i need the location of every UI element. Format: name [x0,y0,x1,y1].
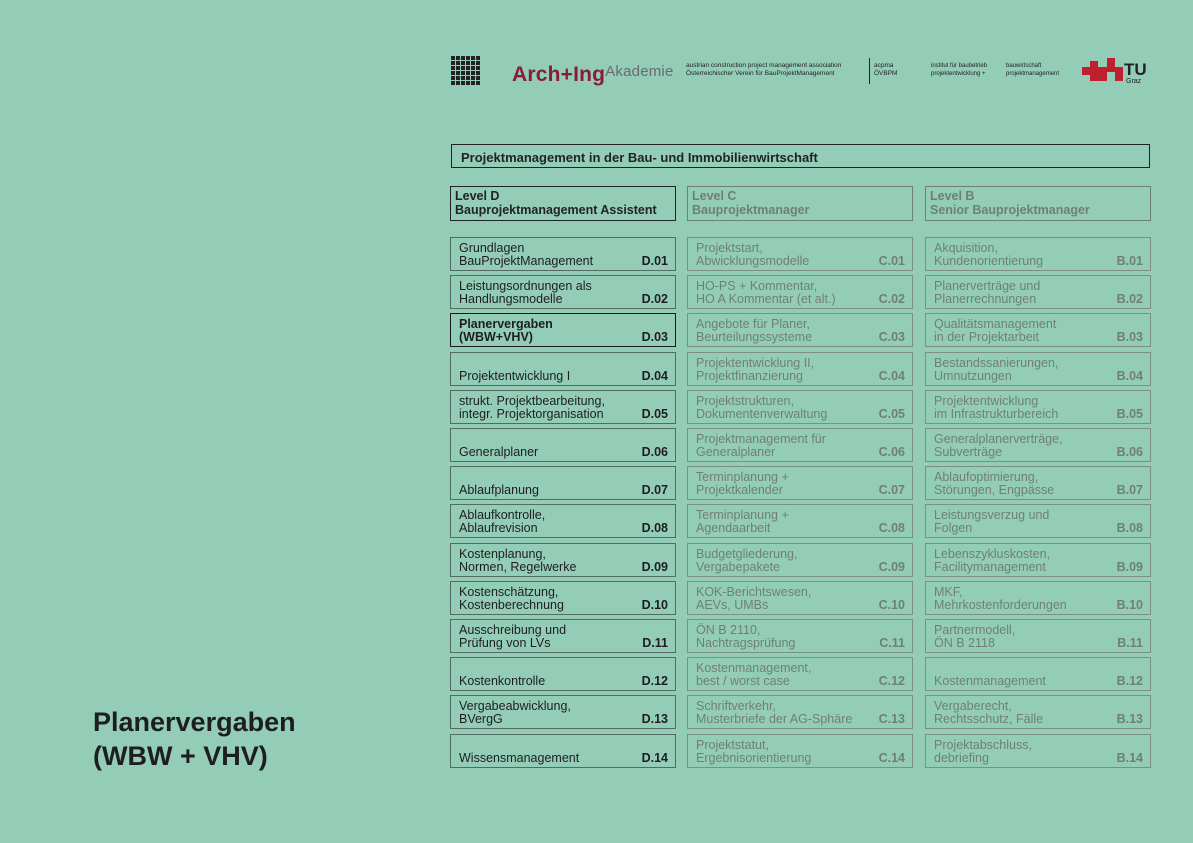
course-cell-b-02 [925,275,1151,309]
level-b-name: Senior Bauprojektmanager [930,203,1090,217]
course-cell-c-13 [687,695,913,729]
course-cell-c-14 [687,734,913,768]
course-title [696,242,809,268]
institute-line-1: institut für baubetrieb [931,63,988,69]
course-title-line-1: Generalplanerverträge, [934,432,1063,446]
course-cell-d-13 [450,695,676,729]
course-title-line-1: Ausschreibung und [459,623,567,637]
course-title [459,586,564,612]
course-code: D.04 [641,369,668,383]
course-title-line-2: Ablaufrevision [459,521,538,535]
course-code: B.02 [1116,292,1143,306]
course-title-line-1: Terminplanung + [696,470,789,484]
course-title-line-1: Schriftverkehr, [696,699,776,713]
course-code: B.13 [1116,712,1143,726]
course-cell-d-06 [450,428,676,462]
course-cell-d-04 [450,352,676,386]
course-title [459,548,576,574]
course-code: C.12 [878,674,905,688]
arching-akademie-logo [512,63,674,87]
level-c-name: Bauprojektmanager [692,203,810,217]
course-title-line-2: Projektentwicklung I [459,369,571,383]
course-title-line-1: Bestandssanierungen, [934,356,1059,370]
course-title-line-1: Projektabschluss, [934,738,1032,752]
course-title-line-2: Folgen [934,521,973,535]
course-title-line-1: Kostenmanagement, [696,661,812,675]
level-c-label: Level C [692,189,737,203]
course-title-line-1: Projektentwicklung [934,394,1039,408]
course-title [696,739,811,765]
course-code: D.02 [641,292,668,306]
course-title-line-1: ÖN B 2110, [696,623,761,637]
course-code: D.01 [641,254,668,268]
course-cell-d-14 [450,734,676,768]
course-title-line-2: Wissensmanagement [459,751,580,765]
course-title [459,624,566,650]
tu-graz-blocks-icon [1082,58,1124,84]
course-title-line-2: BVergG [459,712,503,726]
course-code: D.05 [641,407,668,421]
course-cell-d-11 [450,619,676,653]
course-title-line-2: Planerrechnungen [934,292,1037,306]
course-cell-c-07 [687,466,913,500]
course-code: B.12 [1116,674,1143,688]
course-title-line-2: in der Projektarbeit [934,330,1039,344]
level-d-label: Level D [455,189,500,203]
course-code: B.07 [1116,483,1143,497]
course-title [459,752,579,765]
course-title-line-1: Projektstart, [696,241,763,255]
course-title [459,370,570,383]
course-cell-d-02 [450,275,676,309]
course-title-line-2: Projektfinanzierung [696,369,804,383]
course-title-line-2: BauProjektManagement [459,254,594,268]
course-code: C.05 [878,407,905,421]
course-title [459,395,605,421]
course-title [459,509,545,535]
course-cell-b-04 [925,352,1151,386]
course-code: C.10 [878,598,905,612]
course-code: C.08 [878,521,905,535]
course-code: C.11 [879,636,905,650]
course-cell-b-05 [925,390,1151,424]
course-title-line-2: HO A Kommentar (et alt.) [696,292,836,306]
course-title [934,675,1046,688]
course-code: D.08 [641,521,668,535]
course-title-line-1: Leistungsordnungen als [459,279,592,293]
institute-line-2: projektentwicklung [931,71,981,77]
course-code: C.14 [878,751,905,765]
course-code: C.06 [878,445,905,459]
course-title-line-1: Planervergaben [459,317,553,331]
course-title [696,509,789,535]
course-title-line-1: Projektentwicklung II, [696,356,815,370]
course-cell-c-01 [687,237,913,271]
course-title-line-1: Vergabeabwicklung, [459,699,571,713]
course-title-line-1: Lebenszykluskosten, [934,547,1051,561]
course-title [696,318,812,344]
course-title [459,446,538,459]
course-title-line-1: Partnermodell, [934,623,1016,637]
course-title-line-2: Kostenmanagement [934,674,1046,688]
course-title [934,624,1015,650]
course-cell-c-06 [687,428,913,462]
course-cell-c-08 [687,504,913,538]
course-title [696,280,836,306]
course-cell-c-03 [687,313,913,347]
course-title-line-1: Projektstrukturen, [696,394,794,408]
arching-logo-text: Arch+Ing [512,63,606,86]
course-title [934,700,1043,726]
course-code: D.07 [641,483,668,497]
course-code: B.03 [1116,330,1143,344]
institute-line-3: bauwirtschaft [1006,63,1042,69]
course-title [696,700,852,726]
course-cell-b-10 [925,581,1151,615]
course-title-line-1: Grundlagen [459,241,525,255]
course-code: D.10 [641,598,668,612]
course-title-line-2: Beurteilungssysteme [696,330,813,344]
course-cell-d-12 [450,657,676,691]
course-code: D.06 [641,445,668,459]
course-code: B.09 [1116,560,1143,574]
course-cell-b-01 [925,237,1151,271]
akademie-logo-text: Akademie [605,63,674,80]
course-cell-d-01 [450,237,676,271]
acpma-line-1: austrian construction project management association [686,62,842,69]
course-title-line-2: Rechtsschutz, Fälle [934,712,1044,726]
course-title-line-1: Budgetgliederung, [696,547,798,561]
acpma-divider [869,58,870,84]
course-title [459,700,571,726]
tu-logo-text: TU [1124,60,1147,79]
course-code: B.10 [1116,598,1143,612]
course-code: D.12 [641,674,668,688]
course-title-line-2: Kostenkontrolle [459,674,546,688]
course-code: D.03 [641,330,668,344]
level-b-header [925,186,1151,221]
course-cell-d-03 [450,313,676,347]
course-title [459,280,592,306]
course-title-line-2: Dokumentenverwaltung [696,407,828,421]
course-title [934,395,1058,421]
course-title [459,242,593,268]
course-title [696,662,811,688]
course-cell-c-02 [687,275,913,309]
course-title-line-2: Normen, Regelwerke [459,560,577,574]
course-code: C.13 [878,712,905,726]
course-title [934,509,1049,535]
course-cell-c-10 [687,581,913,615]
course-code: B.14 [1116,751,1143,765]
course-cell-d-10 [450,581,676,615]
course-title-line-1: Ablaufkontrolle, [459,508,546,522]
course-title [696,471,789,497]
course-cell-d-07 [450,466,676,500]
course-code: B.05 [1116,407,1143,421]
course-title-line-1: Projektstatut, [696,738,769,752]
course-title [696,395,827,421]
course-title [934,471,1054,497]
course-title-line-2: (WBW+VHV) [459,330,533,344]
course-code: C.03 [878,330,905,344]
course-cell-c-11 [687,619,913,653]
course-cell-d-09 [450,543,676,577]
course-title [696,433,826,459]
level-d-name: Bauprojektmanagement Assistent [455,203,657,217]
course-title-line-2: Prüfung von LVs [459,636,551,650]
institute-plus: + [982,71,986,77]
course-title-line-2: best / worst case [696,674,790,688]
course-code: B.11 [1117,636,1143,650]
course-cell-c-09 [687,543,913,577]
program-header: Projektmanagement in der Bau- und Immobilienwirtschaft [451,144,1150,168]
course-title-line-2: Subverträge [934,445,1003,459]
course-title [696,357,814,383]
course-title-line-1: strukt. Projektbearbeitung, [459,394,605,408]
course-title [934,586,1067,612]
grid-logo-icon [451,56,480,85]
course-title [696,586,811,612]
course-cell-c-04 [687,352,913,386]
course-title-line-1: Kostenschätzung, [459,585,559,599]
institute-logo-left [931,62,987,78]
course-title-line-2: Ablaufplanung [459,483,539,497]
course-title-line-2: Abwicklungsmodelle [696,254,810,268]
course-cell-b-03 [925,313,1151,347]
course-title-line-2: Umnutzungen [934,369,1012,383]
acpma-tag [874,62,897,78]
course-title-line-1: Kostenplanung, [459,547,546,561]
course-title [696,624,795,650]
course-cell-b-09 [925,543,1151,577]
course-title [934,433,1063,459]
course-title-line-2: Störungen, Engpässe [934,483,1055,497]
course-title-line-2: AEVs, UMBs [696,598,769,612]
course-title-line-1: Leistungsverzug und [934,508,1050,522]
course-title [934,739,1032,765]
course-title-line-1: Planerverträge und [934,279,1041,293]
course-title [696,548,797,574]
course-title-line-1: HO-PS + Kommentar, [696,279,818,293]
course-title [459,484,539,497]
course-code: D.11 [642,636,668,650]
course-title [934,357,1058,383]
course-code: B.08 [1116,521,1143,535]
course-cell-c-05 [687,390,913,424]
course-code: C.04 [878,369,905,383]
course-title-line-2: Musterbriefe der AG-Sphäre [696,712,853,726]
course-cell-d-05 [450,390,676,424]
course-title-line-1: Akquisition, [934,241,998,255]
course-title-line-2: debriefing [934,751,989,765]
level-b-label: Level B [930,189,975,203]
course-title-line-1: Angebote für Planer, [696,317,810,331]
course-code: C.07 [878,483,905,497]
course-title-line-2: im Infrastrukturbereich [934,407,1059,421]
level-c-header [687,186,913,221]
course-title [459,675,545,688]
course-code: D.14 [641,751,668,765]
graz-logo-text: Graz [1126,78,1142,85]
course-title-line-2: Generalplaner [696,445,776,459]
course-cell-b-06 [925,428,1151,462]
course-title-line-2: Nachtragsprüfung [696,636,796,650]
institute-logo-right [1006,62,1059,78]
acpma-tag-1: acpma [874,62,894,69]
level-d-header [450,186,676,221]
course-title-line-1: KOK-Berichtswesen, [696,585,812,599]
course-title-line-1: Vergaberecht, [934,699,1012,713]
course-cell-b-07 [925,466,1151,500]
course-code: D.09 [641,560,668,574]
course-code: B.04 [1116,369,1143,383]
course-title-line-2: Facilitymanagement [934,560,1046,574]
course-title-line-1: Ablaufoptimierung, [934,470,1039,484]
course-title-line-1: Terminplanung + [696,508,789,522]
course-code: C.09 [878,560,905,574]
course-title [934,280,1040,306]
course-title-line-2: Mehrkostenforderungen [934,598,1067,612]
course-title [934,318,1056,344]
course-title-line-2: Kundenorientierung [934,254,1044,268]
course-title-line-2: Vergabepakete [696,560,781,574]
institute-line-4: projektmanagement [1006,71,1060,77]
course-title [459,318,553,344]
course-title-line-2: Projektkalender [696,483,783,497]
course-title-line-1: Projektmanagement für [696,432,826,446]
course-title-line-2: ÖN B 2118 [934,636,995,650]
course-code: B.06 [1116,445,1143,459]
course-title-line-2: Ergebnisorientierung [696,751,812,765]
course-code: C.01 [878,254,905,268]
acpma-tag-2: ÖVBPM [874,70,898,77]
course-title-line-1: Qualitätsmanagement [934,317,1057,331]
course-title-line-2: integr. Projektorganisation [459,407,604,421]
document-title [93,705,296,773]
course-title-line-2: Generalplaner [459,445,539,459]
course-cell-d-08 [450,504,676,538]
course-title [934,548,1050,574]
course-title-line-2: Handlungsmodelle [459,292,563,306]
course-title [934,242,1043,268]
course-cell-b-08 [925,504,1151,538]
course-title-line-1: MKF, [934,585,963,599]
course-code: D.13 [641,712,668,726]
course-cell-b-13 [925,695,1151,729]
course-cell-c-12 [687,657,913,691]
document-title-line-1: Planervergaben [93,707,296,737]
course-cell-b-12 [925,657,1151,691]
course-cell-b-11 [925,619,1151,653]
document-title-line-2: (WBW + VHV) [93,741,268,771]
course-title-line-2: Kostenberechnung [459,598,564,612]
course-title-line-2: Agendaarbeit [696,521,771,535]
course-code: B.01 [1116,254,1143,268]
course-cell-b-14 [925,734,1151,768]
acpma-logo [686,62,841,78]
course-code: C.02 [878,292,905,306]
acpma-line-2: Österreichischer Verein für BauProjektManagement [686,70,835,77]
